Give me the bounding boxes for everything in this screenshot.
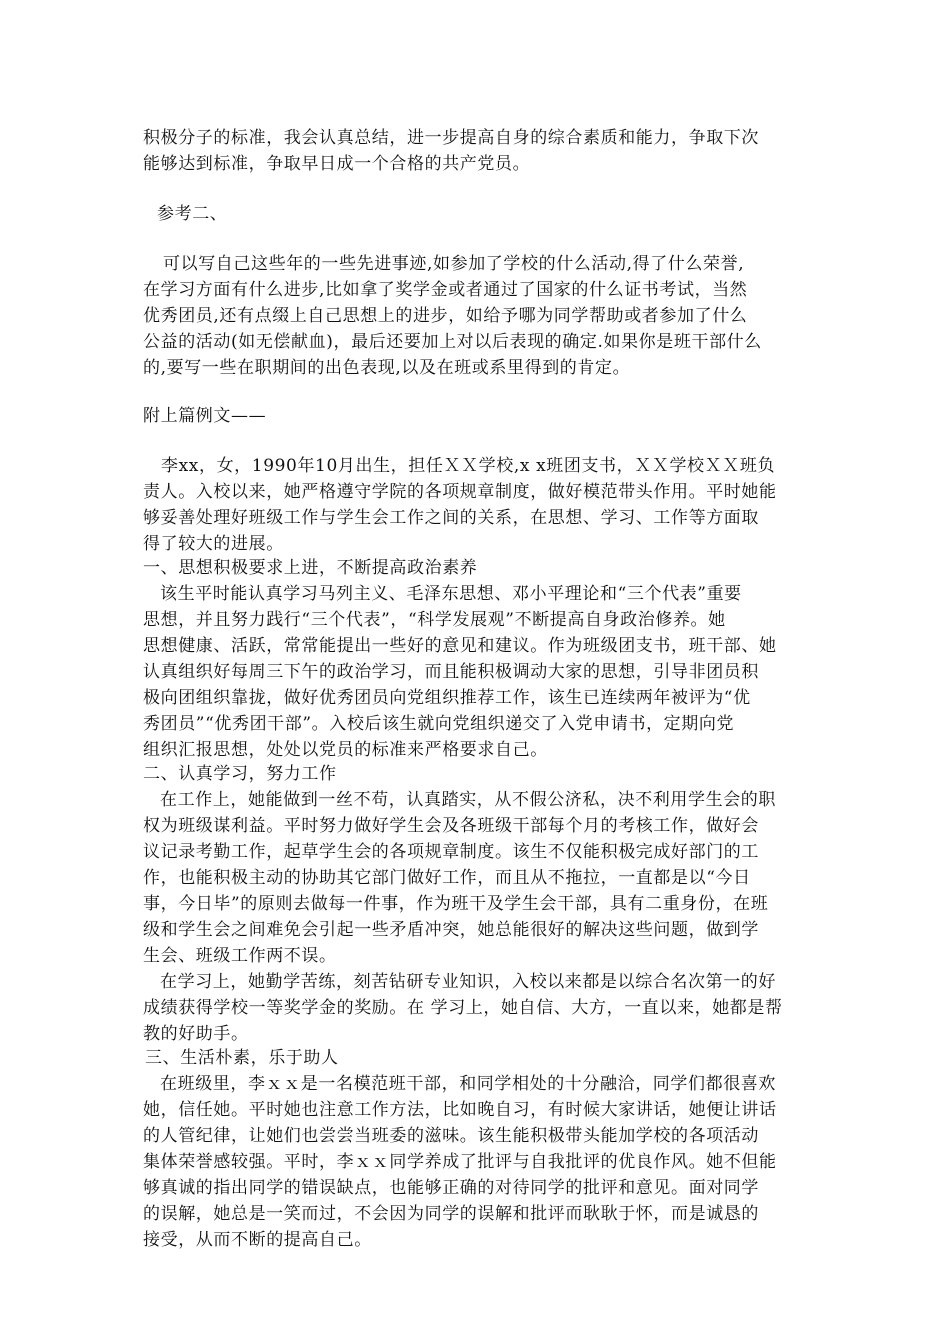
text-line: 责人。入校以来，她严格遵守学院的各项规章制度，做好模范带头作用。平时她能 bbox=[143, 482, 777, 502]
text-line: 成绩获得学校一等奖学金的奖励。在 学习上，她自信、大方，一直以来，她都是帮 bbox=[143, 998, 783, 1018]
text-line: 生会、班级工作两不误。 bbox=[143, 946, 337, 966]
text-line: 她，信任她。平时她也注意工作方法，比如晚自习，有时候大家讲话，她便让讲话 bbox=[143, 1100, 777, 1120]
text-line: 在学习方面有什么进步,比如拿了奖学金或者通过了国家的什么证书考试，当然 bbox=[143, 280, 748, 300]
text-line: 秀团员”“优秀团干部”。入校后该生就向党组织递交了入党申请书，定期向党 bbox=[143, 714, 735, 734]
text-line: 优秀团员,还有点缀上自己思想上的进步，如给予哪为同学帮助或者参加了什么 bbox=[143, 306, 748, 326]
text-line: 可以写自己这些年的一些先进事迹,如参加了学校的什么活动,得了什么荣誉, bbox=[163, 254, 745, 274]
text-line: 在班级里，李ｘｘ是一名模范班干部，和同学相处的十分融洽，同学们都很喜欢 bbox=[160, 1074, 776, 1094]
text-line: 得了较大的进展。 bbox=[143, 534, 284, 554]
text-line: 思想，并且努力践行“三个代表”，“科学发展观”不断提高自身政治修养。她 bbox=[143, 610, 726, 630]
section-heading: 二、认真学习，努力工作 bbox=[143, 764, 337, 784]
text-line: 事，今日毕”的原则去做每一件事，作为班干及学生会干部，具有二重身份，在班 bbox=[143, 894, 769, 914]
text-line: 在学习上，她勤学苦练，刻苦钻研专业知识，入校以来都是以综合名次第一的好 bbox=[160, 972, 776, 992]
text-line: 组织汇报思想，处处以党员的标准来严格要求自己。 bbox=[143, 740, 548, 760]
text-line: 够真诚的指出同学的错误缺点，也能够正确的对待同学的批评和意见。面对同学 bbox=[143, 1178, 759, 1198]
text-line: 的,要写一些在职期间的出色表现,以及在班或系里得到的肯定。 bbox=[143, 358, 631, 378]
text-line: 能够达到标准，争取早日成一个合格的共产党员。 bbox=[143, 154, 531, 174]
text-line: 权为班级谋利益。平时努力做好学生会及各班级干部每个月的考核工作，做好会 bbox=[143, 816, 759, 836]
text-line: 议记录考勤工作，起草学生会的各项规章制度。该生不仅能积极完成好部门的工 bbox=[143, 842, 759, 862]
text-line: 在工作上，她能做到一丝不苟，认真踏实，从不假公济私，决不利用学生会的职 bbox=[160, 790, 776, 810]
section-heading: 三、生活朴素，乐于助人 bbox=[145, 1048, 339, 1068]
section-heading: 参考二、 bbox=[157, 204, 228, 224]
text-line: 作，也能积极主动的协助其它部门做好工作，而且从不拖拉，一直都是以“今日 bbox=[143, 868, 751, 888]
text-line: 的人管纪律，让她们也尝尝当班委的滋味。该生能积极带头能加学校的各项活动 bbox=[143, 1126, 759, 1146]
text-line: 的误解，她总是一笑而过，不会因为同学的误解和批评而耿耿于怀，而是诚恳的 bbox=[143, 1204, 759, 1224]
text-line: 够妥善处理好班级工作与学生会工作之间的关系，在思想、学习、工作等方面取 bbox=[143, 508, 759, 528]
text-line: 级和学生会之间难免会引起一些矛盾冲突，她总能很好的解决这些问题，做到学 bbox=[143, 920, 759, 940]
section-heading: 附上篇例文—— bbox=[143, 406, 267, 426]
text-line: 积极分子的标准，我会认真总结，进一步提高自身的综合素质和能力，争取下次 bbox=[143, 128, 759, 148]
text-line: 公益的活动(如无偿献血)，最后还要加上对以后表现的确定.如果你是班干部什么 bbox=[143, 332, 762, 352]
text-line: 该生平时能认真学习马列主义、毛泽东思想、邓小平理论和“三个代表”重要 bbox=[160, 584, 742, 604]
text-line: 极向团组织靠拢，做好优秀团员向党组织推荐工作，该生已连续两年被评为“优 bbox=[143, 688, 751, 708]
text-line: 认真组织好每周三下午的政治学习，而且能积极调动大家的思想，引导非团员积 bbox=[143, 662, 759, 682]
text-line: 李xx，女，1990年10月出生，担任ＸＸ学校,x x班团支书，ＸＸ学校ＸＸ班负 bbox=[161, 456, 776, 476]
text-line: 教的好助手。 bbox=[143, 1024, 249, 1044]
text-line: 集体荣誉感较强。平时，李ｘｘ同学养成了批评与自我批评的优良作风。她不但能 bbox=[143, 1152, 777, 1172]
section-heading: 一、思想积极要求上进，不断提高政治素养 bbox=[143, 558, 478, 578]
text-line: 接受，从而不断的提高自己。 bbox=[143, 1230, 372, 1250]
text-line: 思想健康、活跃，常常能提出一些好的意见和建议。作为班级团支书，班干部、她 bbox=[143, 636, 777, 656]
